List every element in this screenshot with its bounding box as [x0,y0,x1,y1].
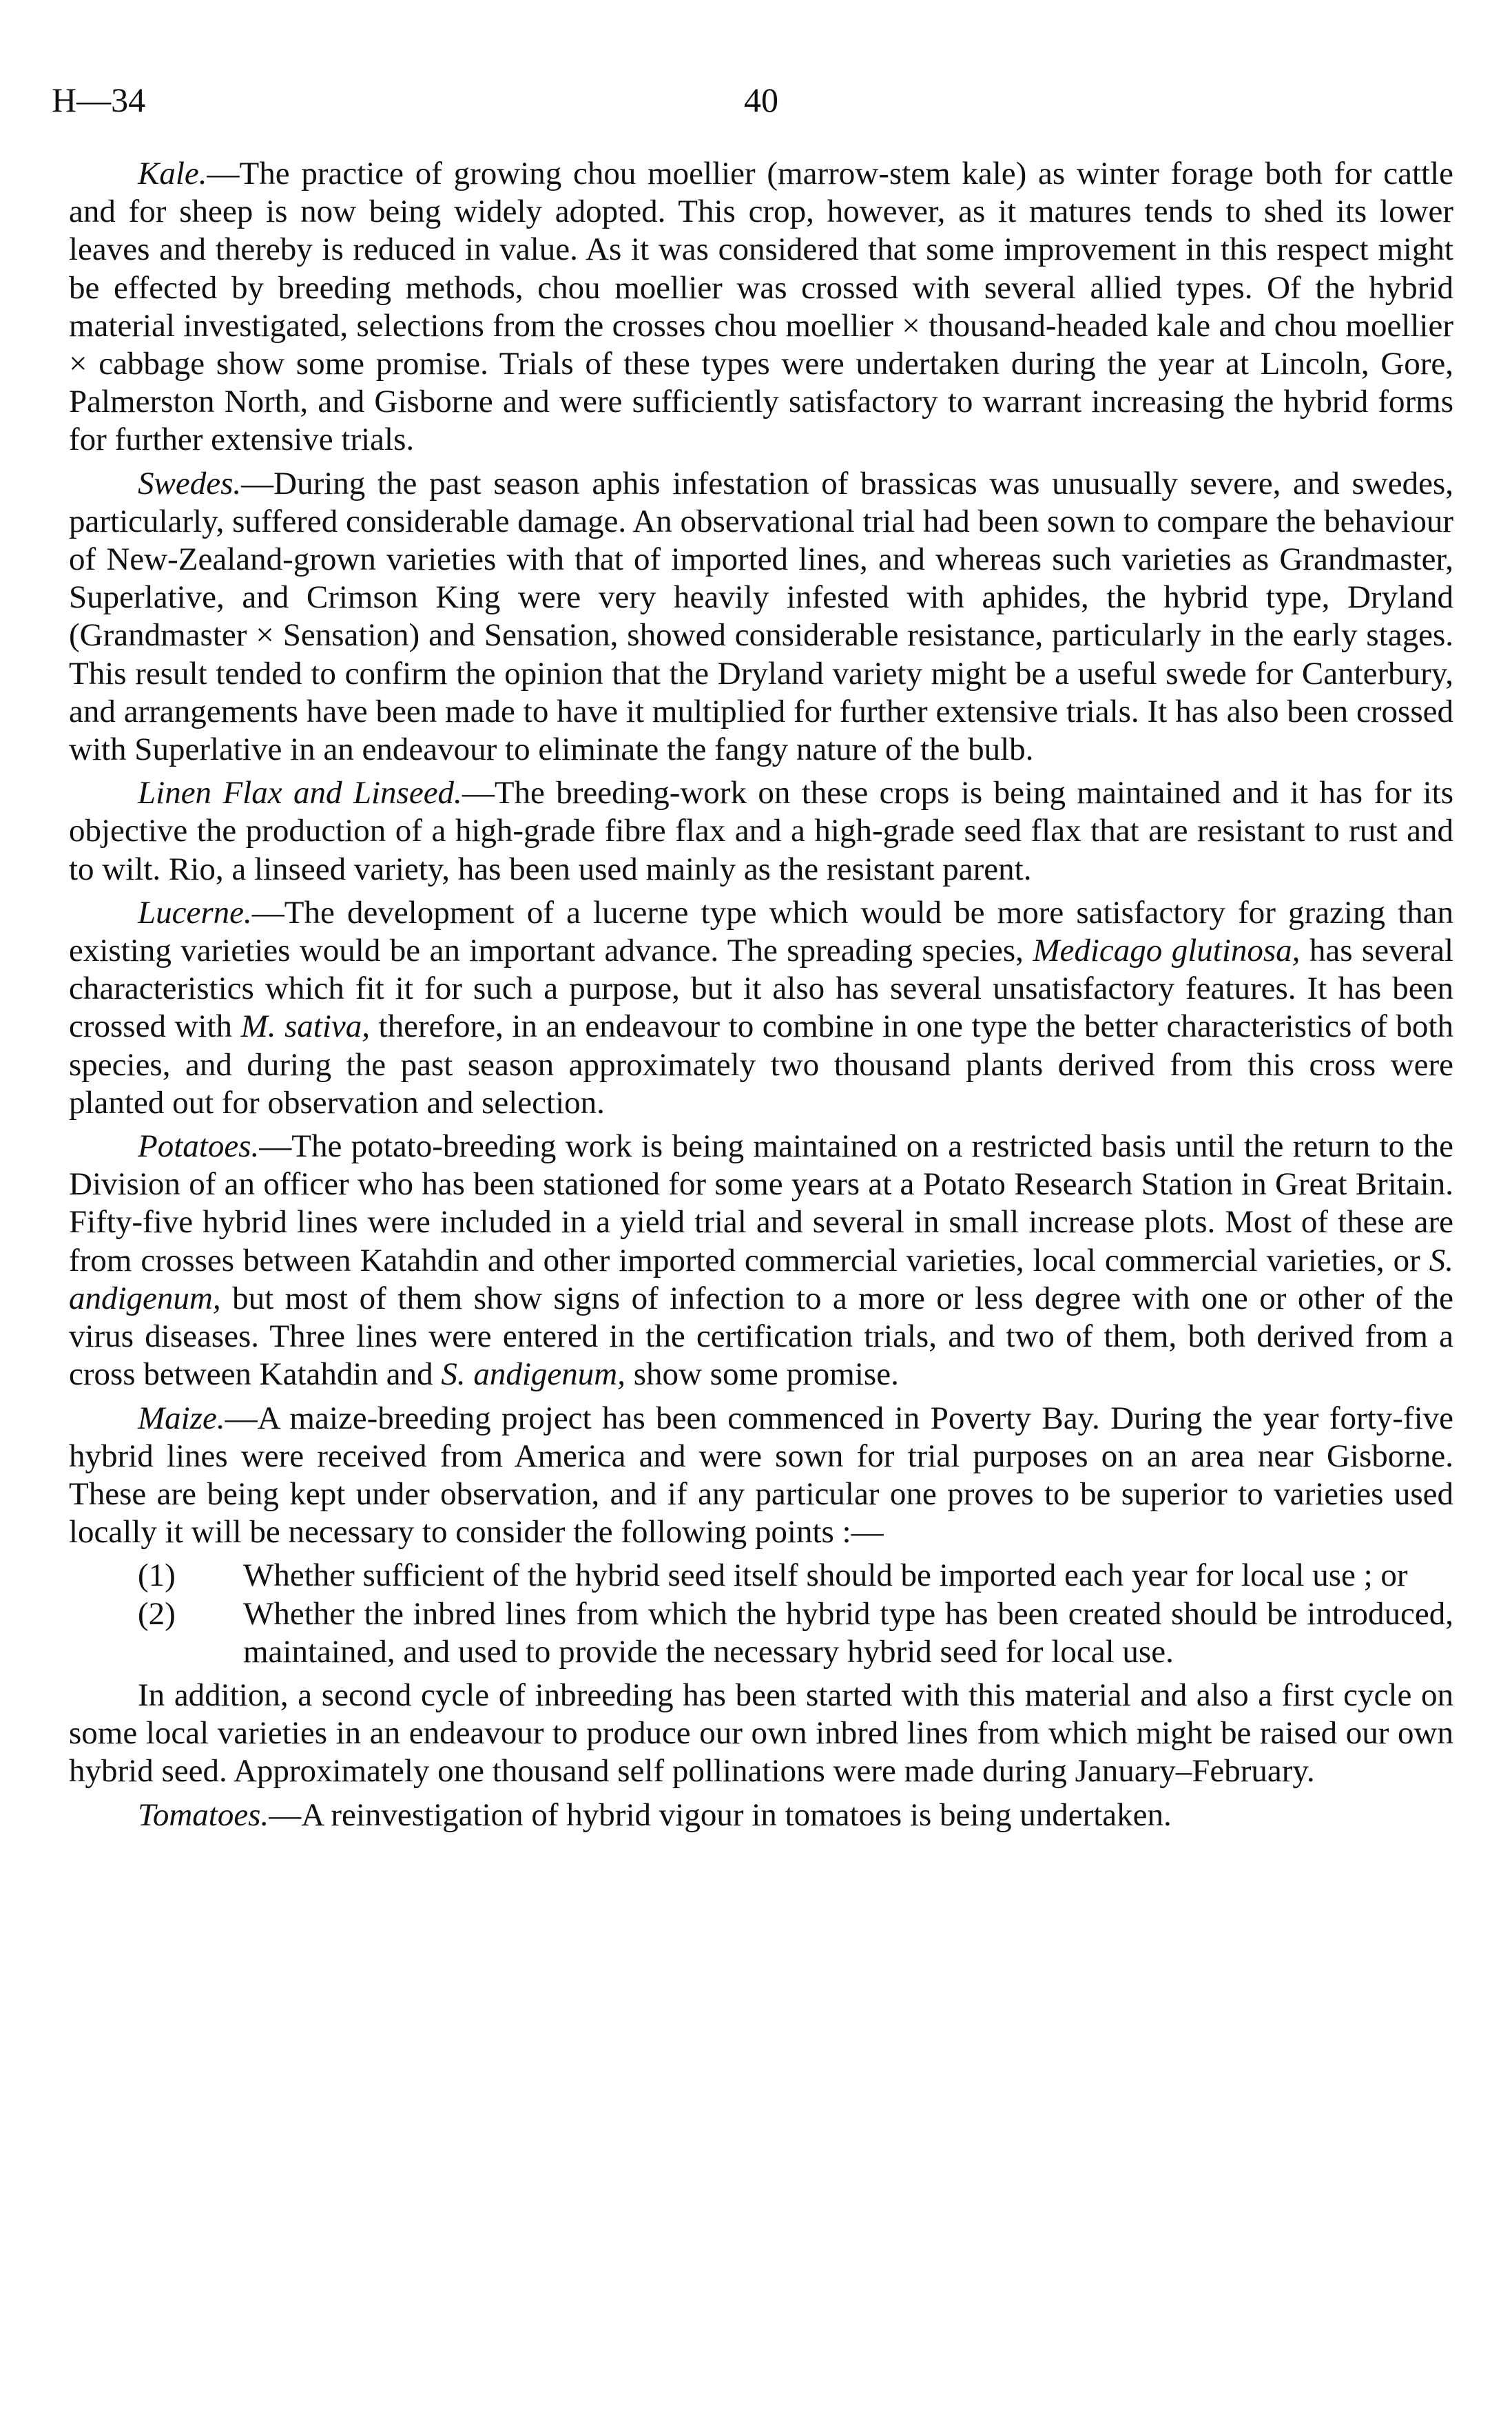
text-maize: —A maize-breeding project has been commenced in Poverty Bay. During the year forty-five hybrid lines were received from America and were sown for trial purposes on an area near Gisborne. These are being kept under observation, and if any particular one proves to be superior to varieties used locally it will be necessary to consider the following points :— [69,1400,1453,1551]
text-potatoes-3: show some promise. [625,1356,899,1393]
text-lucerne-3: therefore, in an endeavour to combine in one type the better characteristics of both species, and during the past season approximately two thousand plants derived from this cross were planted out for observation and selection. [69,1008,1453,1121]
page-header [52,76,1471,124]
maize-points-list [69,1557,1453,1671]
list-text: Whether the inbred lines from which the hybrid type has been created should be introduced, maintained, and used to provide the necessary hybrid seed for local use. [243,1595,1453,1670]
list-number: (1) [138,1557,176,1594]
paragraph-maize-addition: In addition, a second cycle of inbreeding has been started with this material and also a first cycle on some local varieties in an endeavour to produce our own inbred lines from which might be raised our own hybrid seed. Approximately one thousand self pollinations were made during January–February. [69,1677,1453,1790]
text-kale: —The practice of growing chou moellier (marrow-stem kale) as winter forage both for cattle and for sheep is now being widely adopted. This crop, however, as it matures tends to shed its lower leaves and thereby is reduced in value. As it was considered that some improvement in this respect might be effected by breeding methods, chou moellier was crossed with several allied types. Of the hybrid material investigated, selections from the crosses chou moellier × thousand-headed kale and chou moellier × cabbage show some promise. Trials of these types were undertaken during the year at Lincoln, Gore, Palmerston North, and Gisborne and were sufficiently satisfactory to warrant increasing the hybrid forms for further extensive trials. [69,156,1453,458]
list-item [69,1595,1453,1671]
paragraph-maize [69,1400,1453,1552]
heading-maize: Maize. [138,1400,225,1436]
list-text: Whether sufficient of the hybrid seed itself should be imported each year for local use ; or [243,1557,1408,1594]
text-swedes: —During the past season aphis infestation of brassicas was unusually severe, and swedes, particularly, suffered considerable damage. An observational trial had been sown to compare the behaviour of New-Zealand-grown varieties with that of imported lines, and whereas such varieties as Grandmaster, Superlative, and Crimson King were very heavily infested with aphides, the hybrid type, Dryland (Grandmaster × Sensation) and Sensation, showed considerable resistance, particularly in the early stages. This result tended to confirm the opinion that the Dryland variety might be a useful swede for Canterbury, and arrangements have been made to have it multiplied for further extensive trials. It has also been crossed with Superlative in an endeavour to eliminate the fangy nature of the bulb. [69,465,1453,768]
text-lucerne-2: has several characteristics which fit it for such a purpose, but it also has several unsatisfactory features. It has been crossed with [69,933,1454,1045]
paragraph-potatoes [69,1128,1453,1393]
heading-potatoes: Potatoes. [138,1128,260,1165]
text-tomatoes: —A reinvestigation of hybrid vigour in tomatoes is being undertaken. [269,1796,1172,1833]
text-lucerne-1: —The development of a lucerne type which would be more satisfactory for grazing than existing varieties would be an important advance. The spreading species, [69,894,1453,969]
heading-tomatoes: Tomatoes. [138,1796,269,1833]
species-potatoes-2: S. andigenum, [441,1356,625,1393]
list-item [69,1557,1453,1595]
heading-swedes: Swedes. [138,465,242,501]
species-potatoes-1: S. andigenum, [69,1242,1453,1316]
paragraph-lucerne [69,894,1453,1122]
paragraph-tomatoes [69,1796,1453,1834]
text-flax: —The breeding-work on these crops is being maintained and it has for its objective the production of a high-grade fibre flax and a high-grade seed flax that are resistant to rust and to wilt. Rio, a linseed variety, has been used mainly as the resistant parent. [69,775,1453,887]
text-potatoes-2: but most of them show signs of infection to a more or less degree with one or other of the virus diseases. Three lines were entered in the certification trials, and two of them, both derived from a cross between Katahdin and [69,1280,1453,1393]
heading-kale: Kale. [138,156,207,191]
heading-flax: Linen Flax and Linseed. [138,775,462,811]
text-potatoes-1: —The potato-breeding work is being maintained on a restricted basis until the return to the Division of an officer who has been stationed for some years at a Potato Research Station in Great Britain. Fifty-five hybrid lines were included in a yield trial and several in small increase plots. Most of these are from crosses between Katahdin and other imported commercial varieties, local commercial varieties, or [69,1128,1453,1278]
list-number: (2) [138,1595,176,1632]
paragraph-kale [69,155,1453,459]
species-lucerne-2: M. sativa, [240,1008,371,1045]
document-body [69,155,1453,1840]
page-number: 40 [744,81,778,119]
species-lucerne-1: Medicago glutinosa, [1033,933,1301,969]
heading-lucerne: Lucerne. [138,894,252,931]
paragraph-flax [69,774,1453,889]
report-code: H—34 [52,81,146,119]
paragraph-swedes [69,465,1453,769]
